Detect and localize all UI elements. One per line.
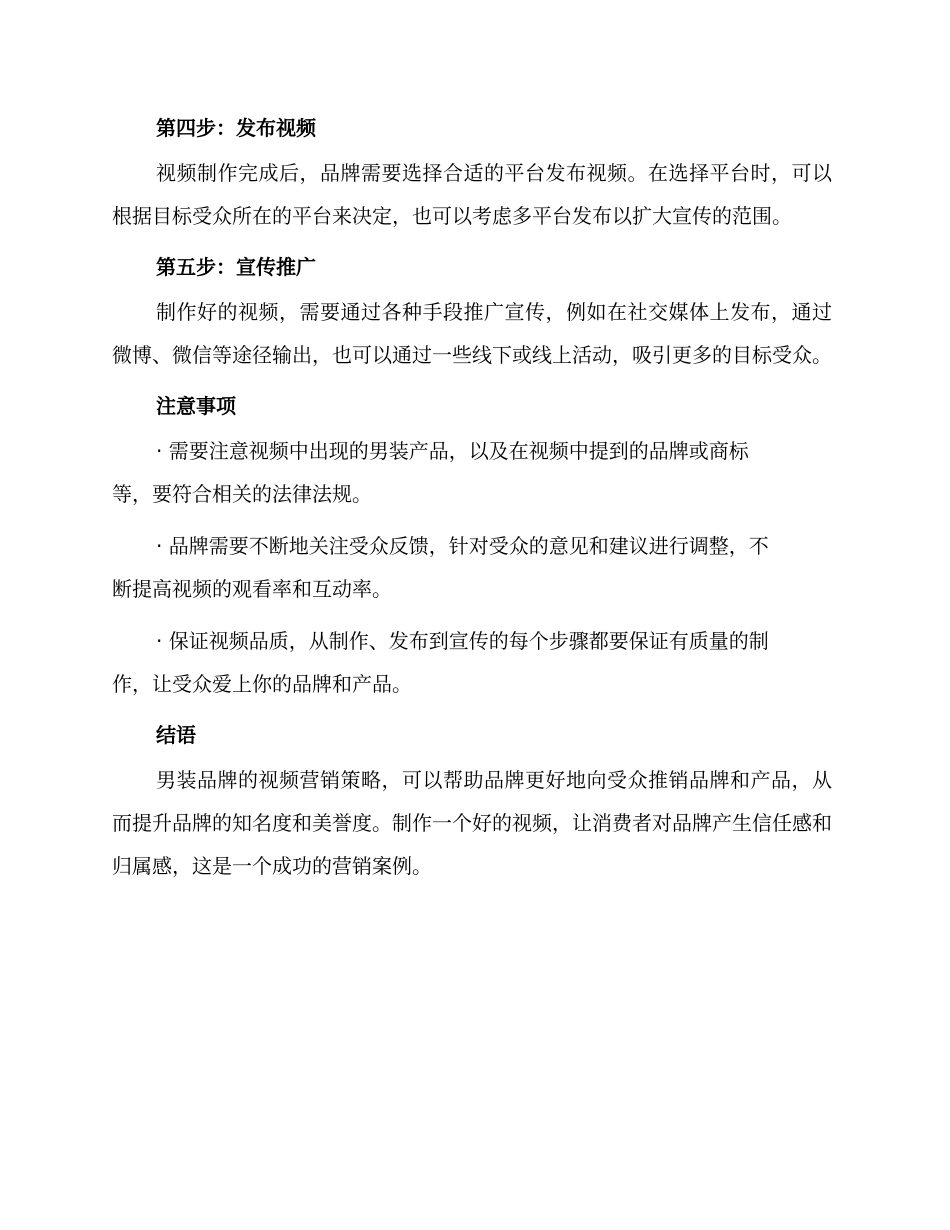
note-item-line: · 保证视频品质，从制作、发布到宣传的每个步骤都要保证有质量的制 bbox=[156, 629, 769, 653]
section-heading-publish: 第四步：发布视频 bbox=[156, 116, 316, 140]
section-heading-promotion: 第五步：宣传推广 bbox=[156, 255, 316, 279]
notes-heading: 注意事项 bbox=[156, 394, 236, 418]
conclusion-heading: 结语 bbox=[156, 723, 196, 747]
conclusion-paragraph: 男装品牌的视频营销策略，可以帮助品牌更好地向受众推销品牌和产品，从而提升品牌的知名度和美誉度。制作一个好的视频，让消费者对品牌产生信任感和归属感，这是一个成功的营销案例。 bbox=[112, 768, 832, 878]
note-item-quality bbox=[112, 620, 832, 706]
note-item-legal bbox=[112, 430, 832, 516]
note-item-line: 断提高视频的观看率和互动率。 bbox=[112, 577, 392, 601]
document-content bbox=[112, 108, 832, 897]
note-item-feedback bbox=[112, 525, 832, 611]
note-item-line: 作，让受众爱上你的品牌和产品。 bbox=[112, 672, 412, 696]
section-paragraph-publish: 视频制作完成后，品牌需要选择合适的平台发布视频。在选择平台时，可以根据目标受众所在的平台来决定，也可以考虑多平台发布以扩大宣传的范围。 bbox=[112, 161, 832, 228]
section-paragraph-promotion: 制作好的视频，需要通过各种手段推广宣传，例如在社交媒体上发布，通过微博、微信等途径输出，也可以通过一些线下或线上活动，吸引更多的目标受众。 bbox=[112, 300, 832, 367]
note-item-line: 等，要符合相关的法律法规。 bbox=[112, 482, 372, 506]
note-item-line: · 需要注意视频中出现的男装产品，以及在视频中提到的品牌或商标 bbox=[156, 439, 749, 463]
note-item-line: · 品牌需要不断地关注受众反馈，针对受众的意见和建议进行调整，不 bbox=[156, 534, 769, 558]
